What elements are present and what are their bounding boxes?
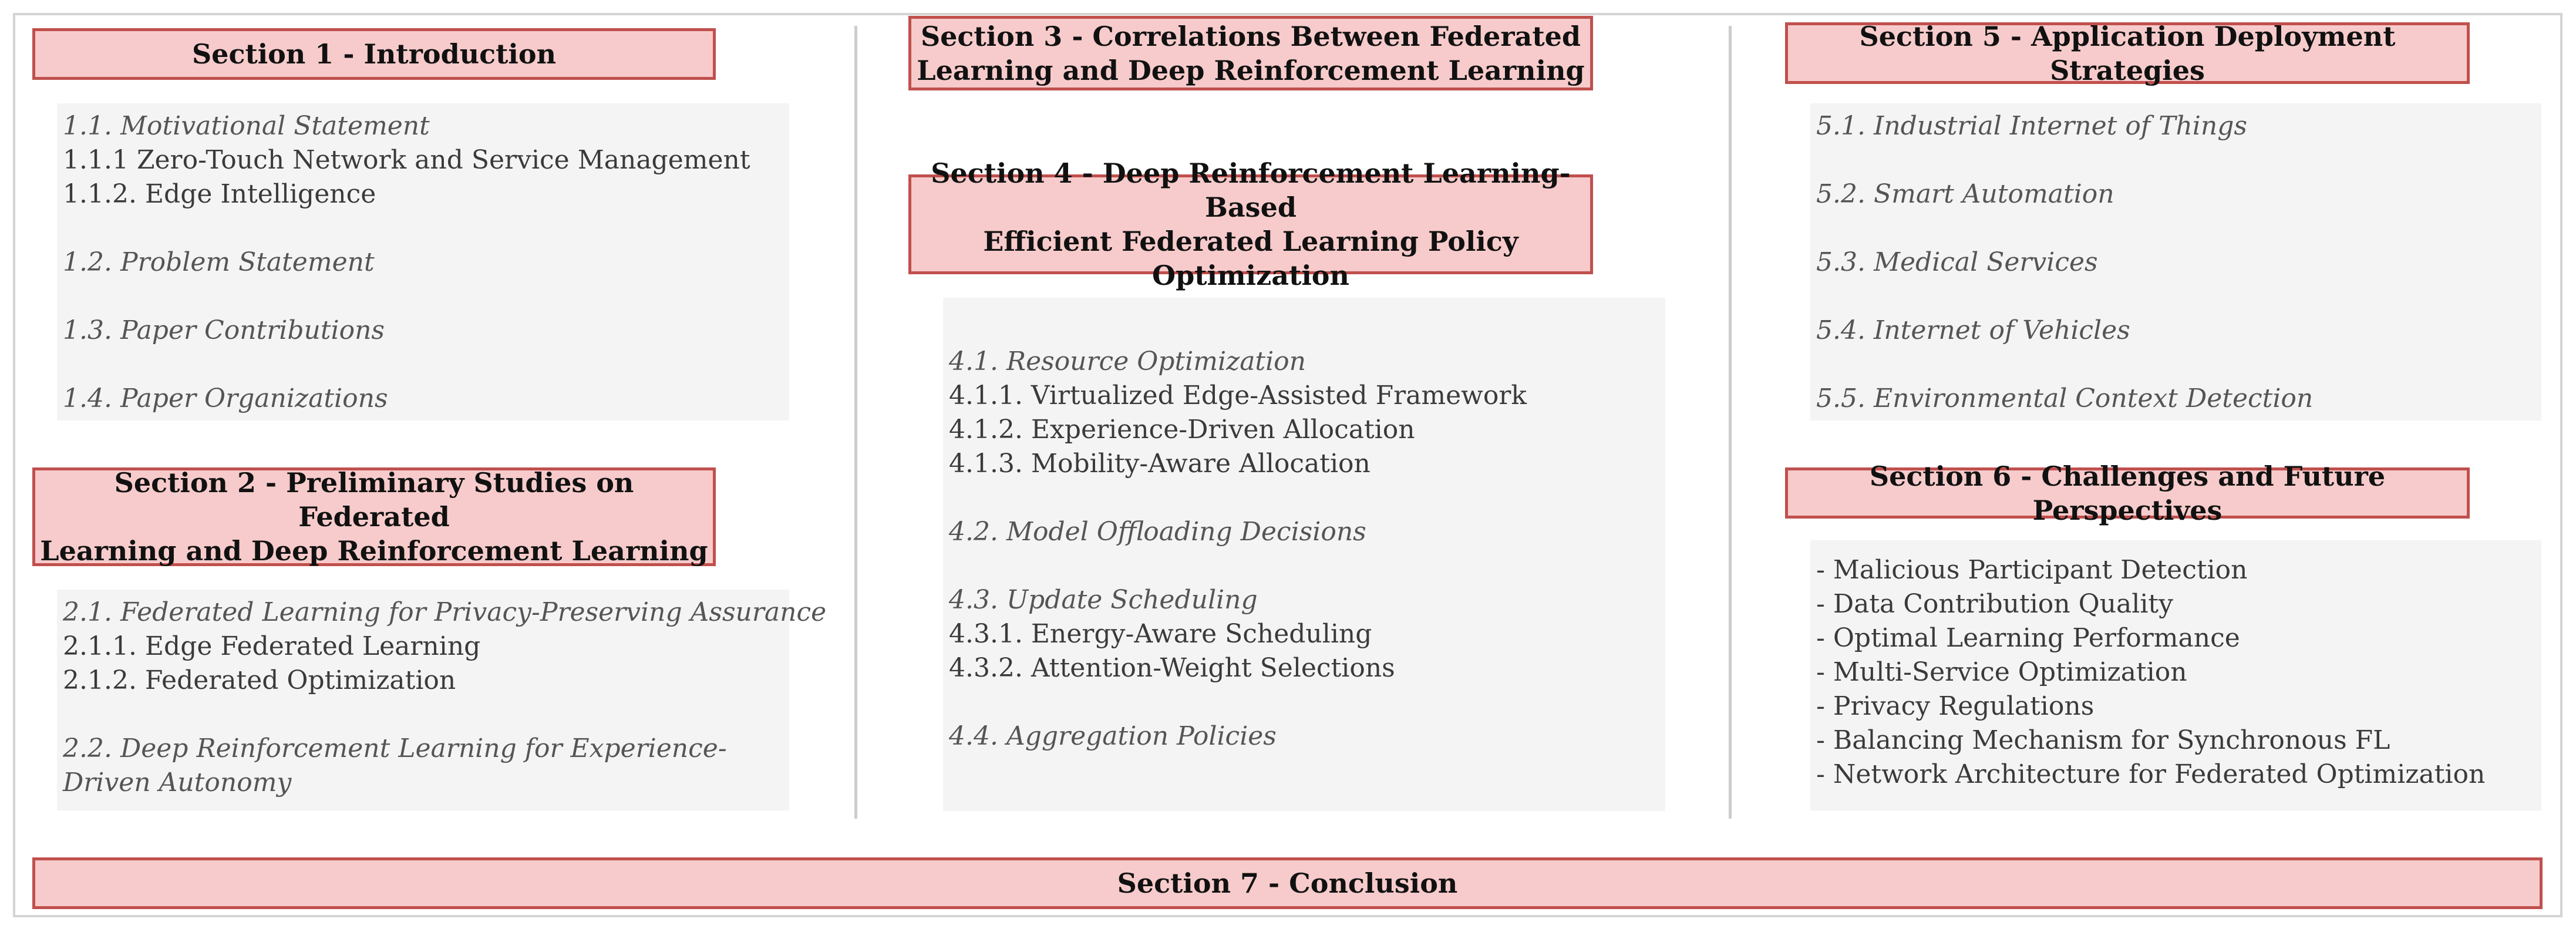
- item-5-5: 5.5. Environmental Context Detection: [1816, 383, 2314, 413]
- item-4-3-2: 4.3.2. Attention-Weight Selections: [949, 653, 1395, 683]
- challenge-item: - Privacy Regulations: [1816, 691, 2095, 721]
- section-2-header: Section 2 - Preliminary Studies on Federated Learning and Deep Reinforcement Learning: [32, 467, 716, 566]
- challenge-item: - Balancing Mechanism for Synchronous FL: [1816, 725, 2390, 755]
- item-2-1: 2.1. Federated Learning for Privacy-Preserving Assurance: [63, 597, 827, 627]
- section-5-panel: [1810, 103, 2541, 420]
- item-2-1-2: 2.1.2. Federated Optimization: [63, 665, 456, 695]
- item-4-3: 4.3. Update Scheduling: [949, 585, 1258, 615]
- item-4-1: 4.1. Resource Optimization: [949, 346, 1306, 376]
- section-3-header: Section 3 - Correlations Between Federated Learning and Deep Reinforcement Learning: [908, 16, 1593, 90]
- challenge-item: - Optimal Learning Performance: [1816, 623, 2240, 653]
- item-5-2: 5.2. Smart Automation: [1816, 179, 2114, 209]
- item-4-2: 4.2. Model Offloading Decisions: [949, 517, 1366, 547]
- item-4-1-1: 4.1.1. Virtualized Edge-Assisted Framework: [949, 381, 1527, 411]
- item-1-4: 1.4. Paper Organizations: [63, 383, 388, 413]
- section-5-header: Section 5 - Application Deployment Strategies: [1785, 22, 2470, 84]
- challenge-item: - Multi-Service Optimization: [1816, 657, 2187, 687]
- challenge-item: - Data Contribution Quality: [1816, 589, 2173, 619]
- section-4-panel: [943, 298, 1665, 811]
- item-5-3: 5.3. Medical Services: [1816, 247, 2098, 277]
- section-7-header: Section 7 - Conclusion: [32, 857, 2543, 909]
- item-4-4: 4.4. Aggregation Policies: [949, 721, 1277, 751]
- item-1-3: 1.3. Paper Contributions: [63, 315, 385, 345]
- item-1-2: 1.2. Problem Statement: [63, 247, 375, 277]
- item-1-1: 1.1. Motivational Statement: [63, 111, 430, 141]
- item-4-1-3: 4.1.3. Mobility-Aware Allocation: [949, 449, 1371, 479]
- item-4-3-1: 4.3.1. Energy-Aware Scheduling: [949, 619, 1372, 649]
- column-divider-right: [1729, 26, 1732, 819]
- section-6-header: Section 6 - Challenges and Future Perspectives: [1785, 467, 2470, 519]
- column-divider-left: [854, 26, 857, 819]
- item-4-1-2: 4.1.2. Experience-Driven Allocation: [949, 415, 1415, 445]
- item-1-1-1: 1.1.1 Zero-Touch Network and Service Management: [63, 145, 750, 175]
- section-2-panel: [57, 590, 827, 810]
- section-1-header: Section 1 - Introduction: [32, 28, 716, 80]
- item-5-1: 5.1. Industrial Internet of Things: [1816, 111, 2247, 141]
- challenge-item: - Network Architecture for Federated Optimization: [1816, 759, 2486, 789]
- section-6-panel: [1810, 540, 2541, 810]
- section-1-panel: [57, 103, 789, 420]
- challenge-item: - Malicious Participant Detection: [1816, 555, 2248, 585]
- item-1-1-2: 1.1.2. Edge Intelligence: [63, 179, 376, 209]
- item-2-1-1: 2.1.1. Edge Federated Learning: [63, 631, 481, 661]
- item-5-4: 5.4. Internet of Vehicles: [1816, 315, 2130, 345]
- item-2-2: 2.2. Deep Reinforcement Learning for Experience-Driven Autonomy: [63, 734, 727, 798]
- section-4-header: Section 4 - Deep Reinforcement Learning-Based Efficient Federated Learning Policy Optimization: [908, 174, 1593, 274]
